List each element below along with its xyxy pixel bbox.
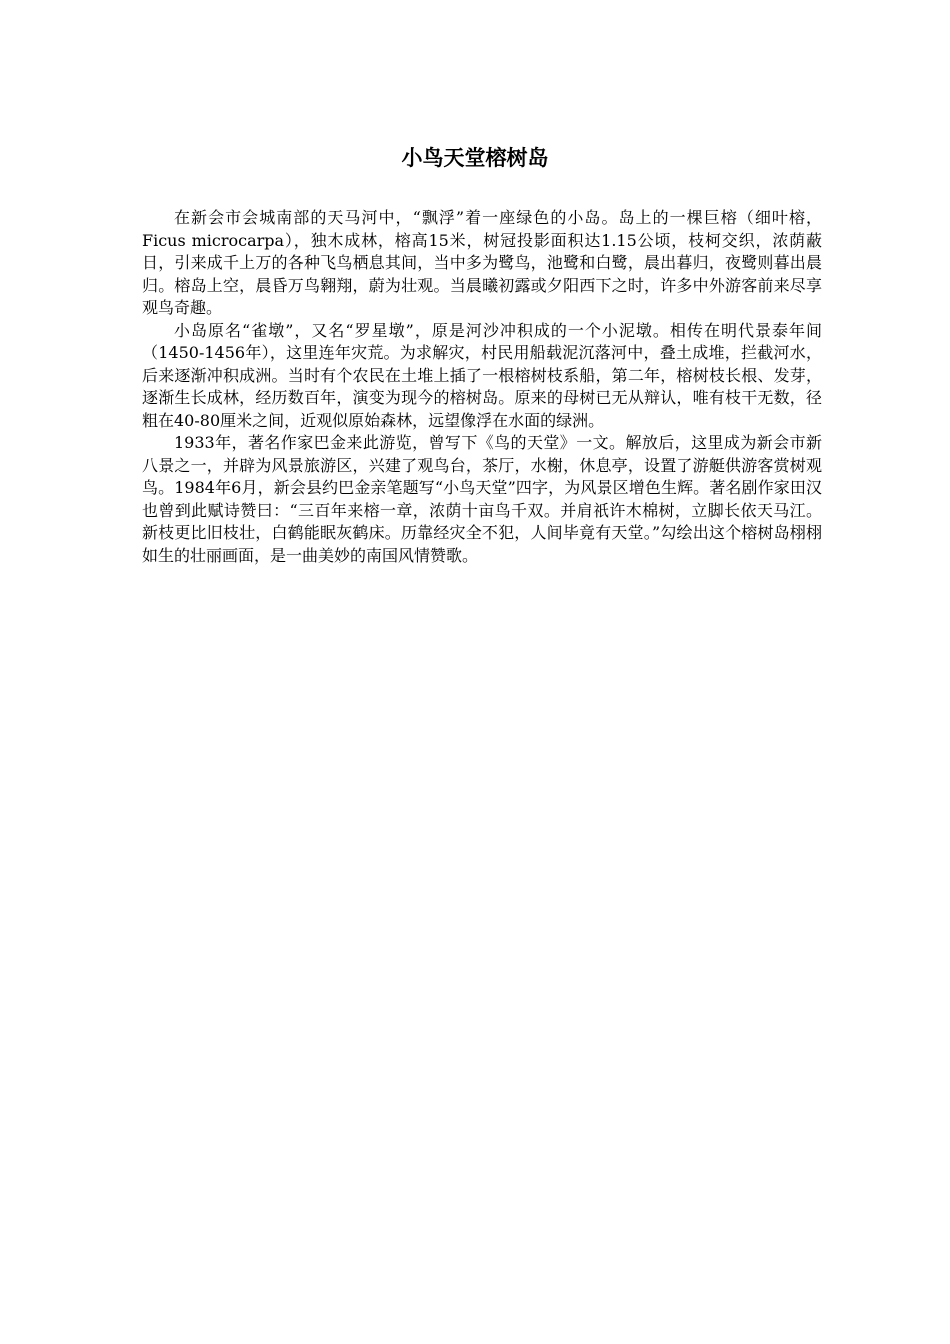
document-body <box>142 207 822 567</box>
paragraph: 小岛原名“雀墩”，又名“罗星墩”，原是河沙冲积成的一个小泥墩。相传在明代景泰年间（1450-1456年），这里连年灾荒。为求解灾，村民用船载泥沉落河中，叠土成堆，拦截河水，后来逐渐冲积成洲。当时有个农民在土堆上插了一根榕树枝系船，第二年，榕树枝长根、发芽，逐渐生长成林，经历数百年，演变为现今的榕树岛。原来的母树已无从辩认，唯有枝干无数，径粗在40-80厘米之间，近观似原始森林，远望像浮在水面的绿洲。 <box>142 320 822 430</box>
document-title: 小鸟天堂榕树岛 <box>401 146 549 170</box>
paragraph: 1933年，著名作家巴金来此游览，曾写下《鸟的天堂》一文。解放后，这里成为新会市新八景之一，并辟为风景旅游区，兴建了观鸟台，茶厅，水榭，休息亭，设置了游艇供游客赏树观鸟。1984年6月，新会县约巴金亲笔题写“小鸟天堂”四字，为风景区增色生辉。著名剧作家田汉也曾到此赋诗赞曰：“三百年来榕一章，浓荫十亩鸟千双。并肩祇许木棉树，立脚长依天马江。新枝更比旧枝壮，白鹤能眠灰鹤床。历靠经灾全不犯，人间毕竟有天堂。”勾绘出这个榕树岛栩栩如生的壮丽画面，是一曲美妙的南国风情赞歌。 <box>142 433 822 565</box>
paragraph: 在新会市会城南部的天马河中，“飘浮”着一座绿色的小岛。岛上的一棵巨榕（细叶榕，Ficus microcarpa），独木成林，榕高15米，树冠投影面积达1.15公顷，枝柯交织，浓荫蔽日，引来成千上万的各种飞鸟栖息其间，当中多为鹭鸟，池鹭和白鹭，晨出暮归，夜鹭则暮出晨归。榕岛上空，晨昏万鸟翱翔，蔚为壮观。当晨曦初露或夕阳西下之时，许多中外游客前来尽享观鸟奇趣。 <box>142 208 822 317</box>
